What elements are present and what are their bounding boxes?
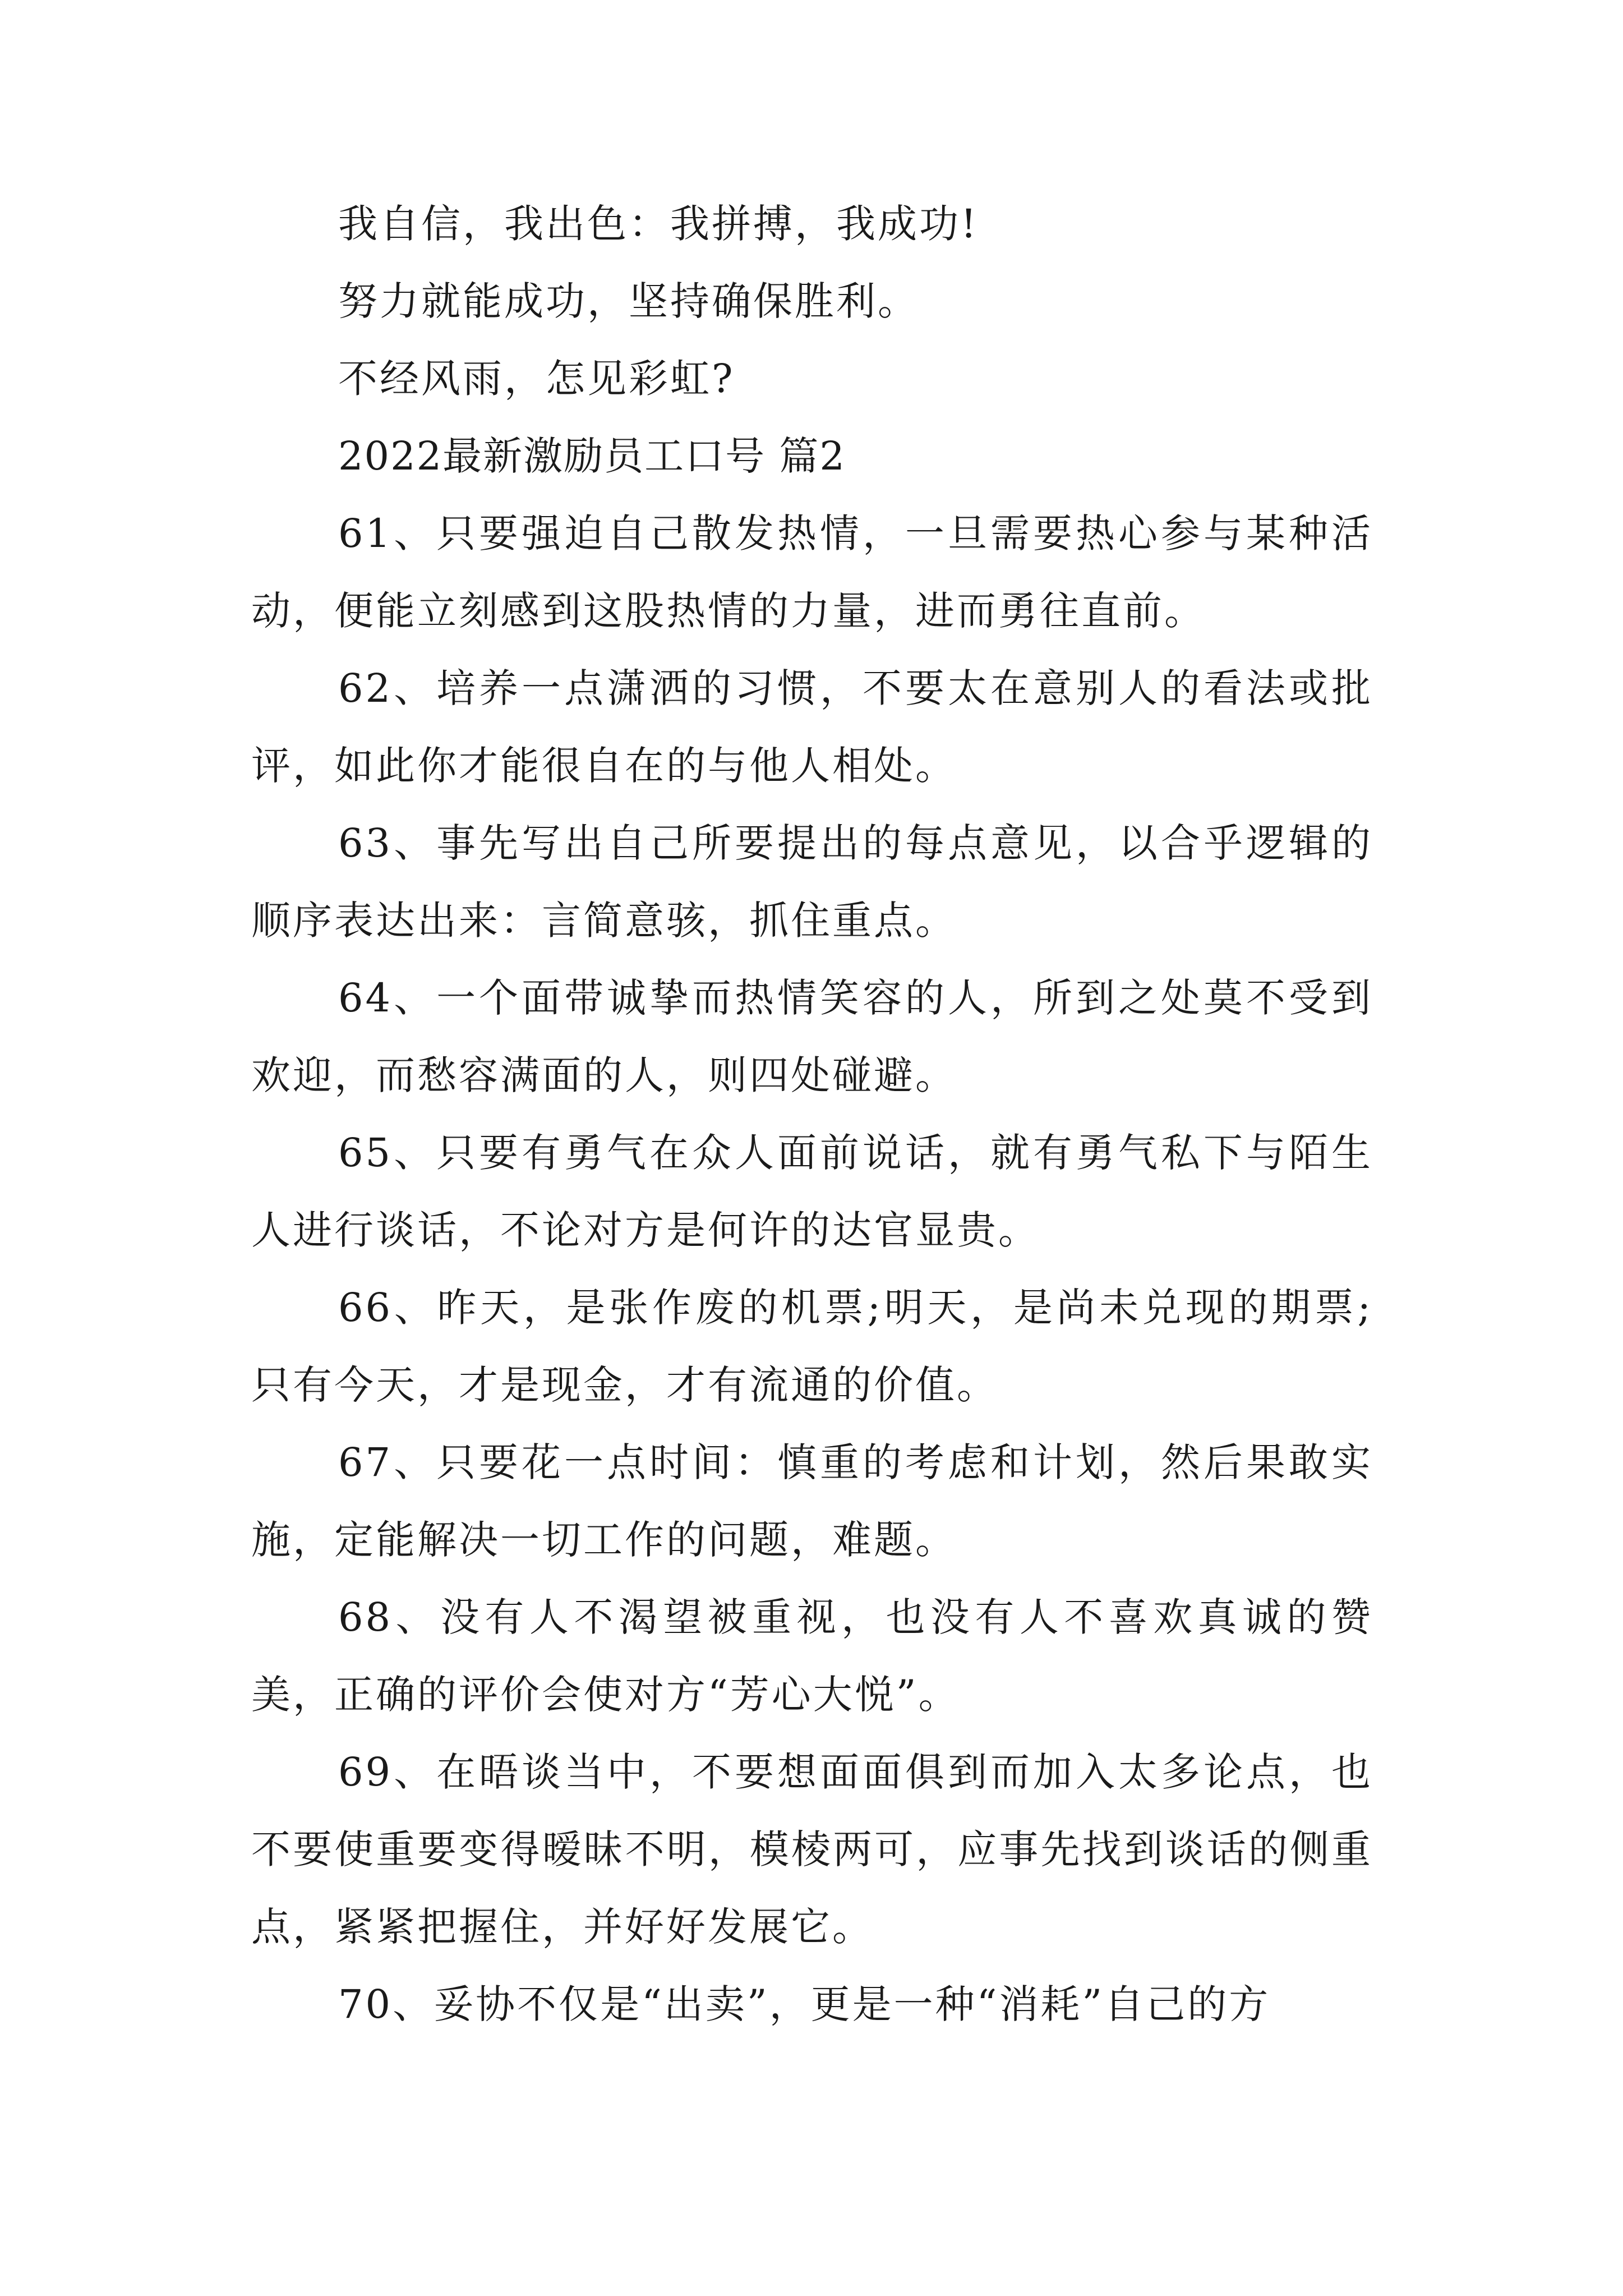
item-62: 62、培养一点潇洒的习惯，不要太在意别人的看法或批评，如此你才能很自在的与他人相处。 xyxy=(251,665,1373,789)
section-heading: 2022最新激励员工口号 篇2 xyxy=(338,433,846,479)
item-66: 66、昨天，是张作废的机票;明天，是尚未兑现的期票;只有今天，才是现金，才有流通的价值。 xyxy=(251,1285,1373,1408)
document-page xyxy=(251,185,1373,2043)
item-68: 68、没有人不渴望被重视，也没有人不喜欢真诚的赞美，正确的评价会使对方“芳心大悦”。 xyxy=(251,1594,1373,1718)
item-69: 69、在晤谈当中，不要想面面俱到而加入太多论点，也不要使重要变得暧昧不明，模棱两可，应事先找到谈话的侧重点，紧紧把握住，并好好发展它。 xyxy=(251,1749,1373,1950)
slogan-line-2: 努力就能成功，坚持确保胜利。 xyxy=(338,278,919,324)
item-65: 65、只要有勇气在众人面前说话，就有勇气私下与陌生人进行谈话，不论对方是何许的达官显贵。 xyxy=(251,1130,1373,1253)
slogan-line-1: 我自信，我出色：我拼搏，我成功! xyxy=(338,201,979,247)
item-67: 67、只要花一点时间：慎重的考虑和计划，然后果敢实施，定能解决一切工作的问题，难题。 xyxy=(251,1439,1373,1563)
item-64: 64、一个面带诚挚而热情笑容的人，所到之处莫不受到欢迎，而愁容满面的人，则四处碰避。 xyxy=(251,975,1373,1098)
item-70: 70、妥协不仅是“出卖”，更是一种“消耗”自己的方 xyxy=(338,1981,1271,2027)
item-63: 63、事先写出自己所要提出的每点意见，以合乎逻辑的顺序表达出来：言简意骇，抓住重点。 xyxy=(251,820,1373,944)
slogan-line-3: 不经风雨，怎见彩虹? xyxy=(338,356,735,402)
item-61: 61、只要强迫自己散发热情，一旦需要热心参与某种活动，便能立刻感到这股热情的力量，进而勇往直前。 xyxy=(251,510,1373,634)
